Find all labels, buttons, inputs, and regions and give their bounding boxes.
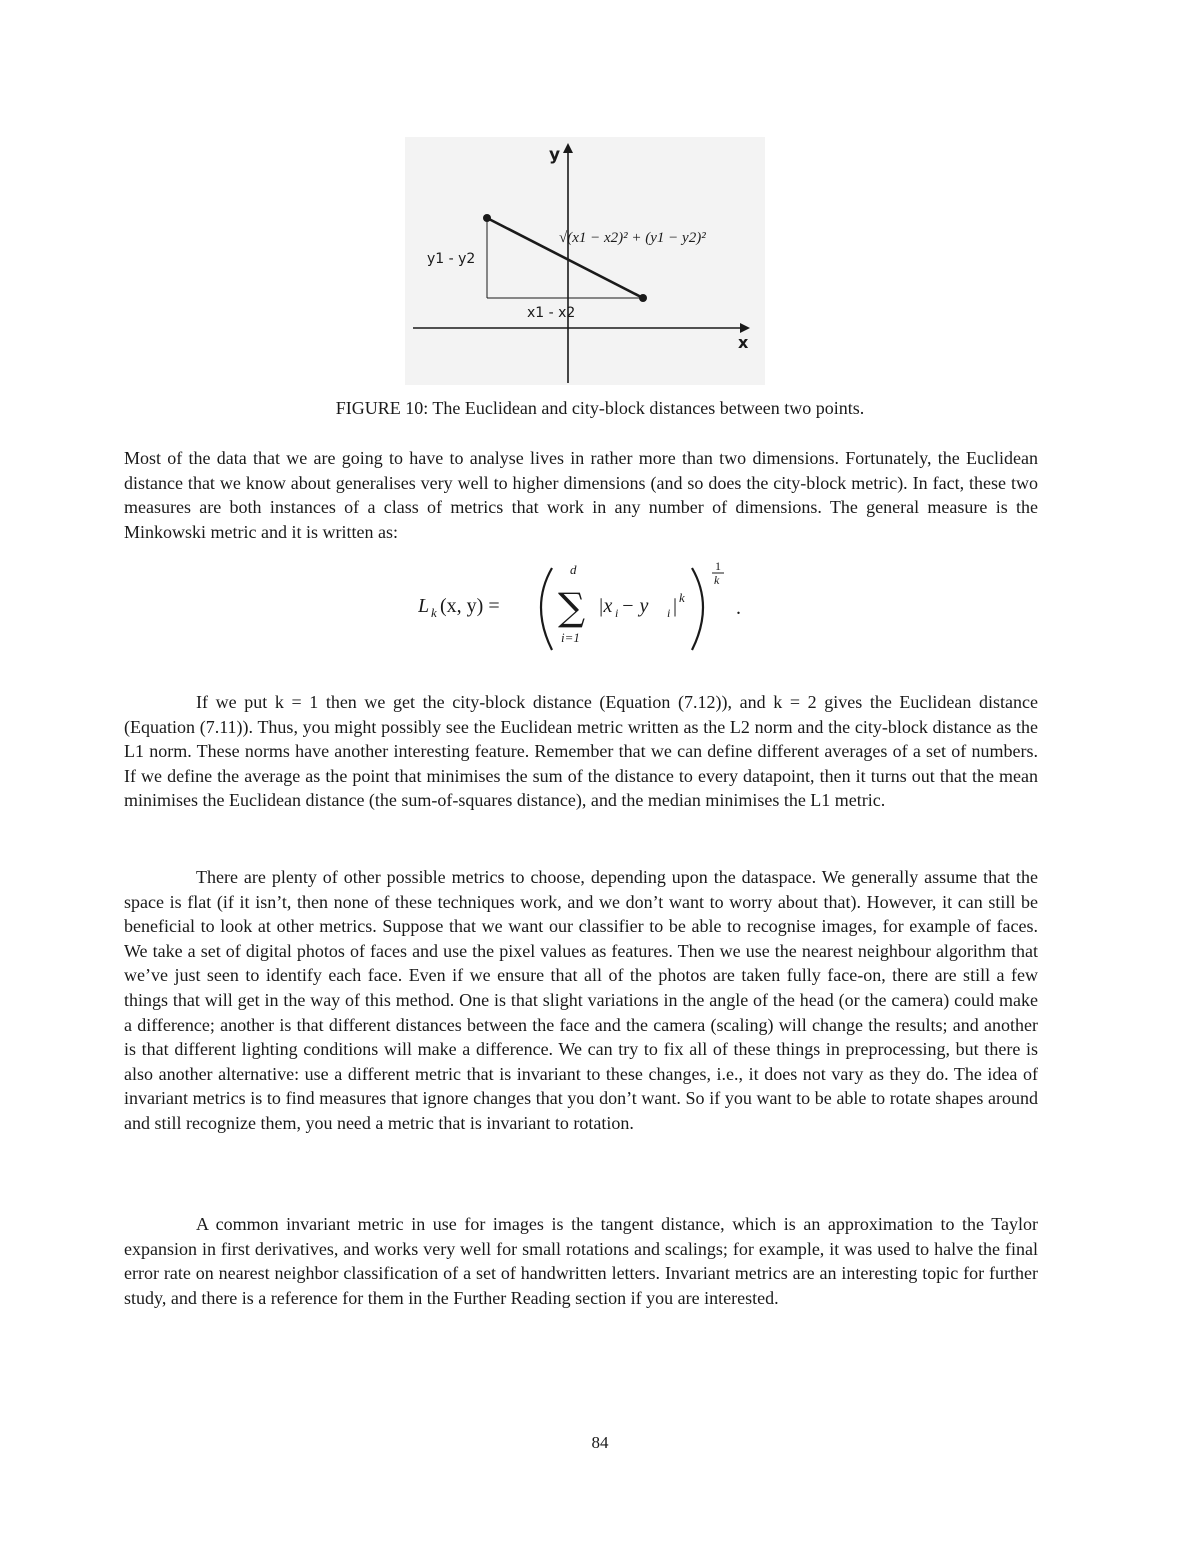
eq-sum-icon: ∑ [558,585,586,629]
eq-body: |x [598,595,613,617]
eq-body-end: | [673,595,678,617]
paragraph-4: A common invariant metric in use for images is the tangent distance, which is an approximation to the Taylor expansion in first derivatives, and works very well for small rotations and scalings; for example, it was used to halve the final error rate on nearest neighbor classification of a set of handwritten letters. Invariant metrics are an interesting topic for further study, and there is a reference for them in the Further Reading section if you are interested. [124,1214,1038,1308]
distance-diagram [405,137,765,385]
y-axis-arrow-icon [563,143,573,153]
euclidean-formula-label: √(x1 − x2)² + (y1 − y2)² [559,230,706,246]
page-number: 84 [591,1433,609,1452]
eq-period: . [736,597,741,619]
figure-caption: FIGURE 10: The Euclidean and city-block distances between two points. [335,398,865,418]
eq-right-paren [692,568,703,650]
figure-10 [405,137,765,385]
eq-body-sub-x: i [615,606,619,620]
eq-body-power: k [679,590,685,605]
point-1 [483,214,491,222]
eq-lhs-sub: k [431,605,437,620]
eq-lhs: L [418,595,430,617]
vertical-leg-label: y1 - y2 [427,251,476,267]
eq-body-sub-y: i [667,606,671,620]
eq-exp-num: 1 [715,559,721,573]
eq-sum-lower: i=1 [561,630,580,645]
paragraph-1: Most of the data that we are going to have to analyse lives in rather more than two dimensions. Fortunately, the Euclidean distance that we know about generalises very well to higher dimensions (and so does the city-block metric). In fact, these two measures are both instances of a class of metrics that work in any number of dimensions. The general measure is the Minkowski metric and it is written as: [124,448,1038,542]
eq-lhs-args: (x, y) = [440,595,500,617]
point-2 [639,294,647,302]
eq-exp-den: k [714,573,720,587]
minkowski-equation [418,558,758,658]
equation-svg [418,558,758,658]
y-axis-label: y [549,145,561,165]
eq-sum-upper: d [570,562,577,577]
horizontal-leg-label: x1 - x2 [527,305,576,321]
eq-left-paren [541,568,552,650]
x-axis-arrow-icon [740,323,750,333]
paragraph-3: There are plenty of other possible metrics to choose, depending upon the dataspace. We generally assume that the space is flat (if it isn’t, then none of these techniques work, and we don’t want to worry about that). However, it can still be beneficial to look at other metrics. Suppose that we want our classifier to be able to recognise images, for example of faces. We take a set of digital photos of faces and use the pixel values as features. Then we use the nearest neighbour algorithm that we’ve just seen to identify each face. Even if we ensure that all of the photos are taken fully face-on, there are still a few things that will get in the way of this method. One is that slight variations in the angle of the head (or the camera) could make a difference; another is that different distances between the face and the camera (scaling) will change the results; and another is that different lighting conditions will make a difference. We can try to fix all of these things in preprocessing, but there is also another alternative: use a different metric that is invariant to these changes, i.e., it does not vary as they do. The idea of invariant metrics is to find measures that ignore changes that you don’t want. So if you want to be able to rotate shapes around and still recognize them, you need a metric that is invariant to rotation. [124,867,1038,1133]
x-axis-label: x [738,333,749,352]
paragraph-2: If we put k = 1 then we get the city-block distance (Equation (7.12)), and k = 2 gives the Euclidean distance (Equation (7.11)). Thus, you might possibly see the Euclidean metric written as the L2 norm and the city-block distance as the L1 norm. These norms have another interesting feature. Remember that we can define different averages of a set of numbers. If we define the average as the point that minimises the sum of the distance to every datapoint, then it turns out that the mean minimises the Euclidean distance (the sum-of-squares distance), and the median minimises the L1 metric. [124,692,1038,811]
eq-body-minus: − y [621,595,649,617]
